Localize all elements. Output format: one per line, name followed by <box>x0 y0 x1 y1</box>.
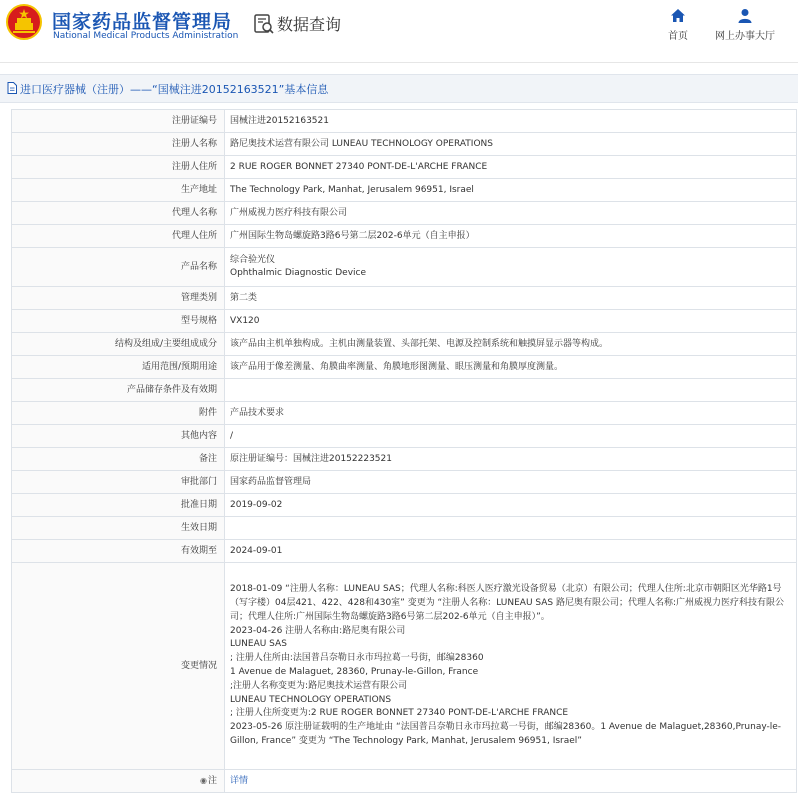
nav-online-hall-label: 网上办事大厅 <box>715 31 775 42</box>
field-label: 结构及组成/主要组成成分 <box>12 333 225 356</box>
field-value: 原注册证编号：国械注进20152223521 <box>225 448 797 471</box>
field-value: 2024-09-01 <box>225 540 797 563</box>
note-label-cell <box>12 770 225 793</box>
field-label: 适用范围/预期用途 <box>12 356 225 379</box>
field-value: 广州国际生物岛螺旋路3路6号第二层202-6单元（自主申报） <box>225 225 797 248</box>
field-value: 综合验光仪 Ophthalmic Diagnostic Device <box>225 248 797 287</box>
field-label: 备注 <box>12 448 225 471</box>
field-label: 产品名称 <box>12 248 225 287</box>
field-value <box>225 379 797 402</box>
table-row <box>12 770 797 793</box>
field-label: 注册人住所 <box>12 156 225 179</box>
field-label: 管理类别 <box>12 287 225 310</box>
field-label: 审批部门 <box>12 471 225 494</box>
field-label: 产品储存条件及有效期 <box>12 379 225 402</box>
table-row <box>12 356 797 379</box>
table-row <box>12 133 797 156</box>
table-row <box>12 517 797 540</box>
table-row <box>12 494 797 517</box>
document-icon <box>7 82 17 94</box>
table-row <box>12 225 797 248</box>
site-header <box>0 0 798 62</box>
field-label: 型号规格 <box>12 310 225 333</box>
table-row <box>12 471 797 494</box>
field-value: 2 RUE ROGER BONNET 27340 PONT-DE-L'ARCHE FRANCE <box>225 156 797 179</box>
field-value: 路尼奥技术运营有限公司 LUNEAU TECHNOLOGY OPERATIONS <box>225 133 797 156</box>
table-row <box>12 333 797 356</box>
field-label: 变更情况 <box>12 563 225 770</box>
table-row <box>12 402 797 425</box>
field-label: 生效日期 <box>12 517 225 540</box>
field-label: 有效期至 <box>12 540 225 563</box>
field-label: 代理人住所 <box>12 225 225 248</box>
field-label: 附件 <box>12 402 225 425</box>
table-row <box>12 156 797 179</box>
table-row <box>12 563 797 770</box>
header-divider <box>0 62 798 63</box>
table-row <box>12 110 797 133</box>
record-title: 进口医疗器械（注册）——“国械注进20152163521”基本信息 <box>20 83 329 96</box>
nav-home-label: 首页 <box>668 31 688 42</box>
field-value: 第二类 <box>225 287 797 310</box>
table-row <box>12 287 797 310</box>
nav-home-button[interactable] <box>666 8 690 42</box>
site-name: 国家药品监督管理局 <box>52 11 233 33</box>
field-label: 注册人名称 <box>12 133 225 156</box>
table-row <box>12 540 797 563</box>
field-value: 产品技术要求 <box>225 402 797 425</box>
table-row <box>12 448 797 471</box>
field-label: 生产地址 <box>12 179 225 202</box>
change-history-value: 2018-01-09 “注册人名称：LUNEAU SAS；代理人名称:科医人医疗激光设备贸易（北京）有限公司；代理人住所:北京市朝阳区光华路1号（写字楼）04层421、422、428和430室” 变更为 “注册人名称：LUNEAU SAS 路尼奥有限公司；代理人名称:广州威视力医疗科技有限公司；代理人住所:广州国际生物岛螺旋路3路6号第二层202-6单元（自主申报）”。 2023-04-26 注册人名称由:路尼奥有限公司 LUNEAU SAS ; 注册人住所由:法国普吕奈勒日永市玛拉葛一号街，邮编28360 1 Avenue de Malaguet, 28360, Prunay-le-Gillon, France ;注册人名称变更为:路尼奥技术运营有限公司 LUNEAU TECHNOLOGY OPERATIONS ; 注册人住所变更为:2 RUE ROGER BONNET 27340 PONT-DE-L'ARCHE FRANCE 2023-05-26 原注册证载明的生产地址由 “法国普吕奈勒日永市玛拉葛一号街，邮编28360。1 Avenue de Malaguet,28360,Prunay-le-Gillon, France” 变更为 “The Technology Park, Manhat, Jerusalem 96951, Israel” <box>225 563 797 770</box>
field-label: 注册证编号 <box>12 110 225 133</box>
home-icon <box>670 8 686 24</box>
site-name-en: National Medical Products Administration <box>53 31 239 41</box>
field-label: 批准日期 <box>12 494 225 517</box>
user-icon <box>737 8 753 24</box>
field-label: 注 <box>207 776 217 786</box>
registration-detail-table <box>11 109 797 793</box>
field-value: 2019-09-02 <box>225 494 797 517</box>
pin-icon: ◉ <box>200 776 207 785</box>
field-value: 国械注进20152163521 <box>225 110 797 133</box>
field-value: / <box>225 425 797 448</box>
table-row <box>12 202 797 225</box>
details-link[interactable]: 详情 <box>230 775 249 786</box>
data-search-icon <box>253 13 275 35</box>
table-row <box>12 179 797 202</box>
field-value: 广州威视力医疗科技有限公司 <box>225 202 797 225</box>
section-title: 数据查询 <box>277 15 342 34</box>
record-title-bar <box>0 74 798 103</box>
nav-online-hall-button[interactable] <box>713 8 777 42</box>
national-emblem-icon <box>6 4 42 40</box>
field-value: 该产品由主机单独构成。主机由测量装置、头部托架、电源及控制系统和触摸屏显示器等构成。 <box>225 333 797 356</box>
field-value-cell <box>225 770 797 793</box>
field-value: VX120 <box>225 310 797 333</box>
field-value <box>225 517 797 540</box>
field-value: 国家药品监督管理局 <box>225 471 797 494</box>
field-value: 该产品用于像差测量、角膜曲率测量、角膜地形图测量、眼压测量和角膜厚度测量。 <box>225 356 797 379</box>
field-label: 其他内容 <box>12 425 225 448</box>
table-row <box>12 379 797 402</box>
table-row <box>12 310 797 333</box>
field-value: The Technology Park, Manhat, Jerusalem 96951, Israel <box>225 179 797 202</box>
table-row <box>12 248 797 287</box>
field-label: 代理人名称 <box>12 202 225 225</box>
table-row <box>12 425 797 448</box>
